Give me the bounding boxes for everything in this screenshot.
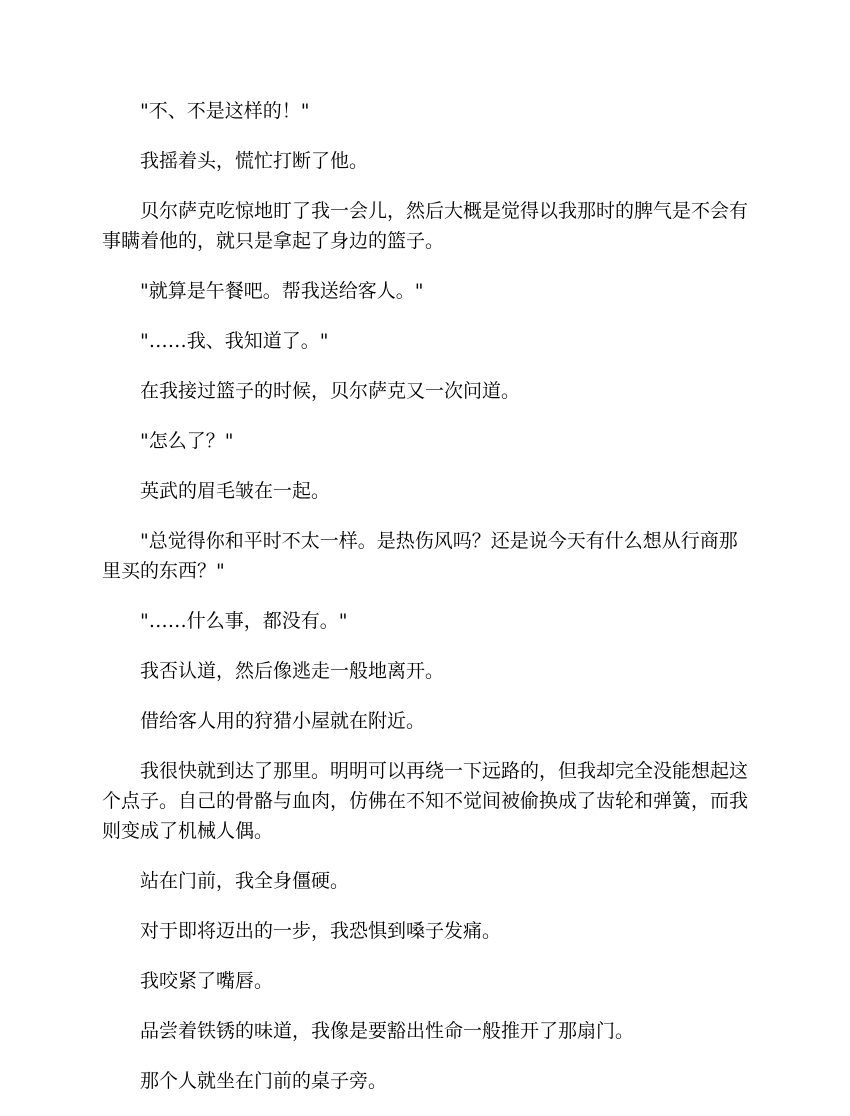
paragraph: 贝尔萨克吃惊地盯了我一会儿，然后大概是觉得以我那时的脾气是不会有事瞒着他的，就只是拿起了身边的篮子。 xyxy=(102,200,749,252)
paragraph: "就算是午餐吧。帮我送给客人。" xyxy=(140,280,424,302)
paragraph: "怎么了？" xyxy=(140,430,234,452)
paragraph: 英武的眉毛皱在一起。 xyxy=(140,480,331,502)
paragraph: 借给客人用的狩猎小屋就在附近。 xyxy=(140,710,426,732)
paragraph: "不、不是这样的！" xyxy=(140,100,310,122)
paragraph: 站在门前，我全身僵硬。 xyxy=(140,870,350,892)
paragraph: 我摇着头，慌忙打断了他。 xyxy=(140,150,369,172)
document-page xyxy=(102,96,750,1116)
paragraph: "……什么事，都没有。" xyxy=(140,610,348,632)
paragraph: "……我、我知道了。" xyxy=(140,330,329,352)
paragraph: 那个人就坐在门前的桌子旁。 xyxy=(140,1070,388,1092)
paragraph: "总觉得你和平时不太一样。是热伤风吗？还是说今天有什么想从行商那里买的东西？" xyxy=(102,530,738,582)
paragraph: 对于即将迈出的一步，我恐惧到嗓子发痛。 xyxy=(140,920,502,942)
paragraph: 我否认道，然后像逃走一般地离开。 xyxy=(140,660,445,682)
paragraph: 在我接过篮子的时候，贝尔萨克又一次问道。 xyxy=(140,380,521,402)
paragraph: 品尝着铁锈的味道，我像是要豁出性命一般推开了那扇门。 xyxy=(140,1020,635,1042)
paragraph: 我咬紧了嘴唇。 xyxy=(140,970,274,992)
paragraph: 我很快就到达了那里。明明可以再绕一下远路的，但我却完全没能想起这个点子。自己的骨骼与血肉，仿佛在不知不觉间被偷换成了齿轮和弹簧，而我则变成了机械人偶。 xyxy=(102,760,749,842)
